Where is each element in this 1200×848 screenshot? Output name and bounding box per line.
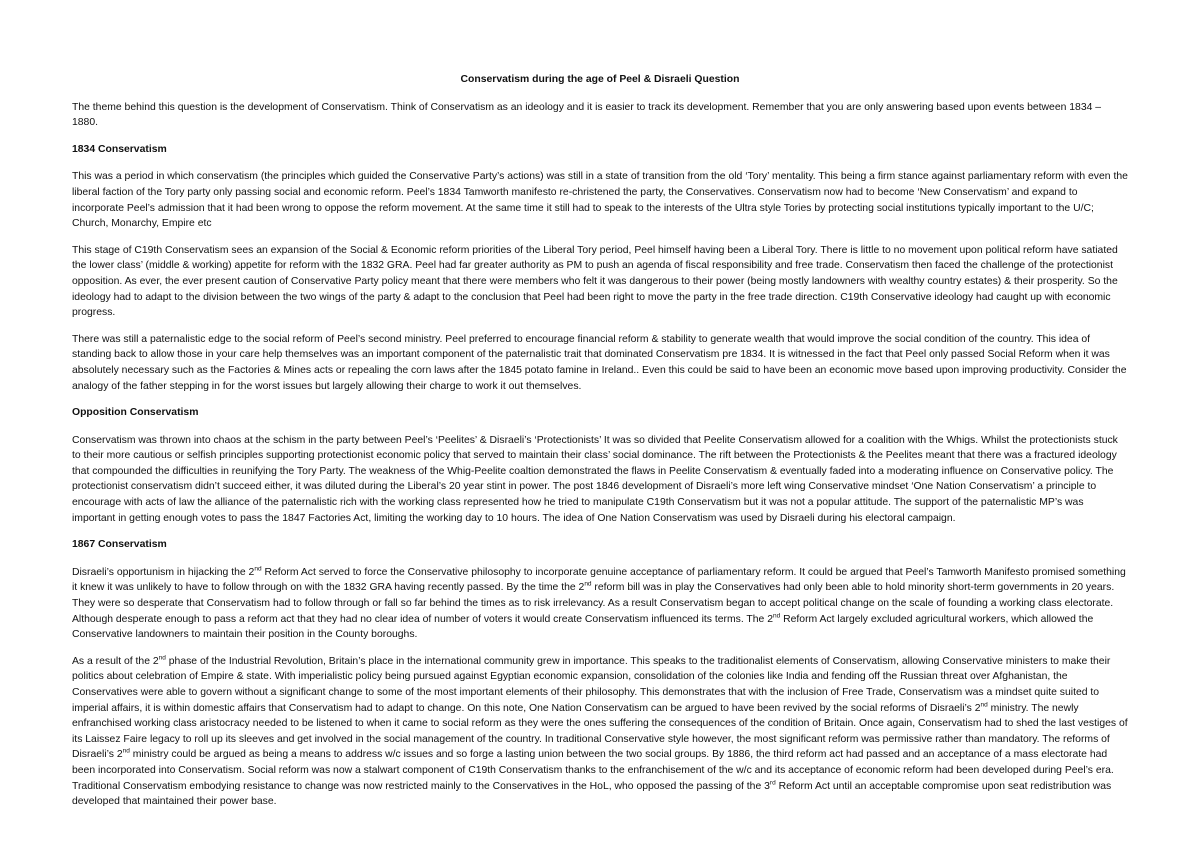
section-heading-opposition: Opposition Conservatism <box>72 407 199 419</box>
text-run: Disraeli’s opportunism in hijacking the 2 <box>72 566 255 578</box>
section-heading-1867: 1867 Conservatism <box>72 539 167 551</box>
ordinal-superscript: nd <box>122 747 130 755</box>
ordinal-superscript: nd <box>584 580 592 588</box>
text-run: phase of the Industrial Revolution, Britain’s place in the international community grew in importance. This speaks to the traditionalist elements of Conservatism, allowing Conservative ministers to make their politics about celebration of Empire & state. With imperialistic policy being pursued against Egyptian economic expansion, consolidation of the colonies like India and fending off the Russian threat over Afghanistan, the Conservatives were able to govern without a significant change to some of the most important elements of their philosophy. This demonstrates that with the inclusion of Free Trade, Conservatism was a mindset quite suited to imperial affairs, it is within domestic affairs that Conservatism had to adapt to change. On this note, One Nation Conservatism can be argued to have been revived by the social reforms of Disraeli’s 2 <box>72 655 1111 714</box>
text-run: ministry. The newly enfranchised working class aristocracy needed to be listened to when it came to social reform as they were the ones suffering the consequences of the condition of Britain. Once again, Conservatism had to shed the last vestiges of its Laissez Faire legacy to roll up its sleeves and get involved in the social management of the country. In traditional Conservative style however, the most significant reform was permissive rather than mandatory. The reforms of Disraeli’s 2 <box>72 702 1128 761</box>
text-run: As a result of the 2 <box>72 655 159 667</box>
document-title: Conservatism during the age of Peel & Disraeli Question <box>460 74 740 85</box>
document-page <box>72 72 1128 821</box>
paragraph-opposition: Conservatism was thrown into chaos at the schism in the party between Peel’s ‘Peelites’ & Disraeli’s ‘Protectionists’ It was so divided that Peelite Conservatism allowed for a coalition with the Whigs. Whilst the protectionists stuck to their more cautious or selfish principles supporting protectionist economic policy that served to maintain their class’ social dominance. The rift between the Protectionists & the Peelites meant that there was a fractured ideology that compounded the difficulties in reunifying the Tory Party. The weakness of the Whig-Peelite coaltion demonstrated the flaws in Peelite Conservatism & eventually faded into a moderating influence on Conservative policy. The protectionist conservatism didn’t succeed either, it was diluted during the Liberal’s 20 year stint in power. The post 1846 development of Disraeli’s more left wing Conservative mindset ‘One Nation Conservatism’ a principle to encourage with acts of law the alliance of the paternalistic rich with the working class represented how he tried to manipulate C19th Conservatism but it was not a popular attitude. The support of the paternalistic MP’s was important in getting enough votes to pass the 1847 Factories Act, limiting the working day to 10 hours. The idea of One Nation Conservatism was used by Disraeli during his electoral campaign. <box>72 434 1118 524</box>
text-run: Reform Act until an acceptable compromise upon seat redistribution was developed that maintained their power base. <box>72 780 1112 808</box>
paragraph-1867-a <box>72 565 1128 643</box>
paragraph-1834-b: This stage of C19th Conservatism sees an expansion of the Social & Economic reform priorities of the Liberal Tory period, Peel himself having been a Liberal Tory. There is little to no movement upon political reform have satiated the lower class’ (middle & working) appetite for reform with the 1832 GRA. Peel had far greater authority as PM to push an agenda of fiscal responsibility and free trade. Conservatism then faced the challenge of the protectionist opposition. As ever, the ever present caution of Conservative Party policy meant that there were members who felt it was dangerous to their power (being mostly landowners with wealthy country estates) & their prosperity. So the ideology had to adapt to the division between the two wings of the party & adapt to the conclusion that Peel had been right to move the party in the free trade direction. C19th Conservative ideology had caught up with economic progress. <box>72 244 1118 319</box>
ordinal-superscript: nd <box>158 654 166 662</box>
text-run: ministry could be argued as being a means to address w/c issues and so forge a lasting union between the two social groups. By 1886, the third reform act had passed and an acceptance of a mass electorate had been incorporated into Conservatism. Social reform was now a stalwart component of C19th Conservatism thanks to the enfranchisement of the w/c and its acceptance of economic reform had been developed during Peel’s era. Traditional Conservatism embodying resistance to change was now restricted mainly to the Conservatives in the HoL, who opposed the passing of the 3 <box>72 749 1114 792</box>
ordinal-superscript: nd <box>254 565 262 573</box>
text-run: Reform Act served to force the Conservative philosophy to incorporate genuine acceptance of parliamentary reform. It could be argued that Peel’s Tamworth Manifesto promised something it knew it was unlikely to have to follow through on with the 1832 GRA having recently passed. By the time the 2 <box>72 566 1126 594</box>
ordinal-superscript: nd <box>773 612 781 620</box>
paragraph-1867-b <box>72 654 1128 810</box>
section-heading-1834: 1834 Conservatism <box>72 143 167 155</box>
paragraph-1834-c: There was still a paternalistic edge to the social reform of Peel’s second ministry. Peel preferred to encourage financial reform & stability to generate wealth that would improve the social condition of the country. This idea of standing back to allow those in your care help themselves was an important component of the paternalistic trait that dominated Conservatism pre 1834. It is witnessed in the fact that Peel only passed Social Reform when it was absolutely necessary such as the Factories & Mines acts or repealing the corn laws after the 1845 potato famine in Ireland.. Even this could be said to have been an economic move based upon improving productivity. Consider the analogy of the father stepping in for the worst issues but largely allowing their charge to work it out themselves. <box>72 333 1127 392</box>
text-run: Reform Act largely excluded agricultural workers, which allowed the Conservative landowners to maintain their position in the County boroughs. <box>72 613 1094 641</box>
ordinal-superscript: rd <box>769 779 776 787</box>
ordinal-superscript: nd <box>980 701 988 709</box>
text-run: reform bill was in play the Conservatives had only been able to hold minority short-term governments in 20 years. They were so desperate that Conservatism had to follow through or fall so far behind the times as to risk irrelevancy. As a result Conservatism began to accept political change on the scale of founding a working class electorate. Although desperate enough to pass a reform act that they had no clear idea of number of voters it would create Conservatism influenced its terms. The 2 <box>72 582 1115 625</box>
intro-paragraph: The theme behind this question is the development of Conservatism. Think of Conservatism as an ideology and it is easier to track its development. Remember that you are only answering based upon events between 1834 – 1880. <box>72 101 1102 129</box>
paragraph-1834-a: This was a period in which conservatism (the principles which guided the Conservative Party’s actions) was still in a state of transition from the old ‘Tory’ mentality. This being a firm stance against parliamentary reform with even the liberal faction of the Tory party only passing social and economic reform. Peel’s 1834 Tamworth manifesto re-christened the party, the Conservatives. Conservatism now had to become ‘New Conservatism’ and expand to incorporate Peel’s admission that it had been wrong to oppose the reform movement. At the same time it still had to speak to the interests of the Ultra style Tories by protecting social institutions typically important to the U/C; Church, Monarchy, Empire etc <box>72 171 1128 230</box>
